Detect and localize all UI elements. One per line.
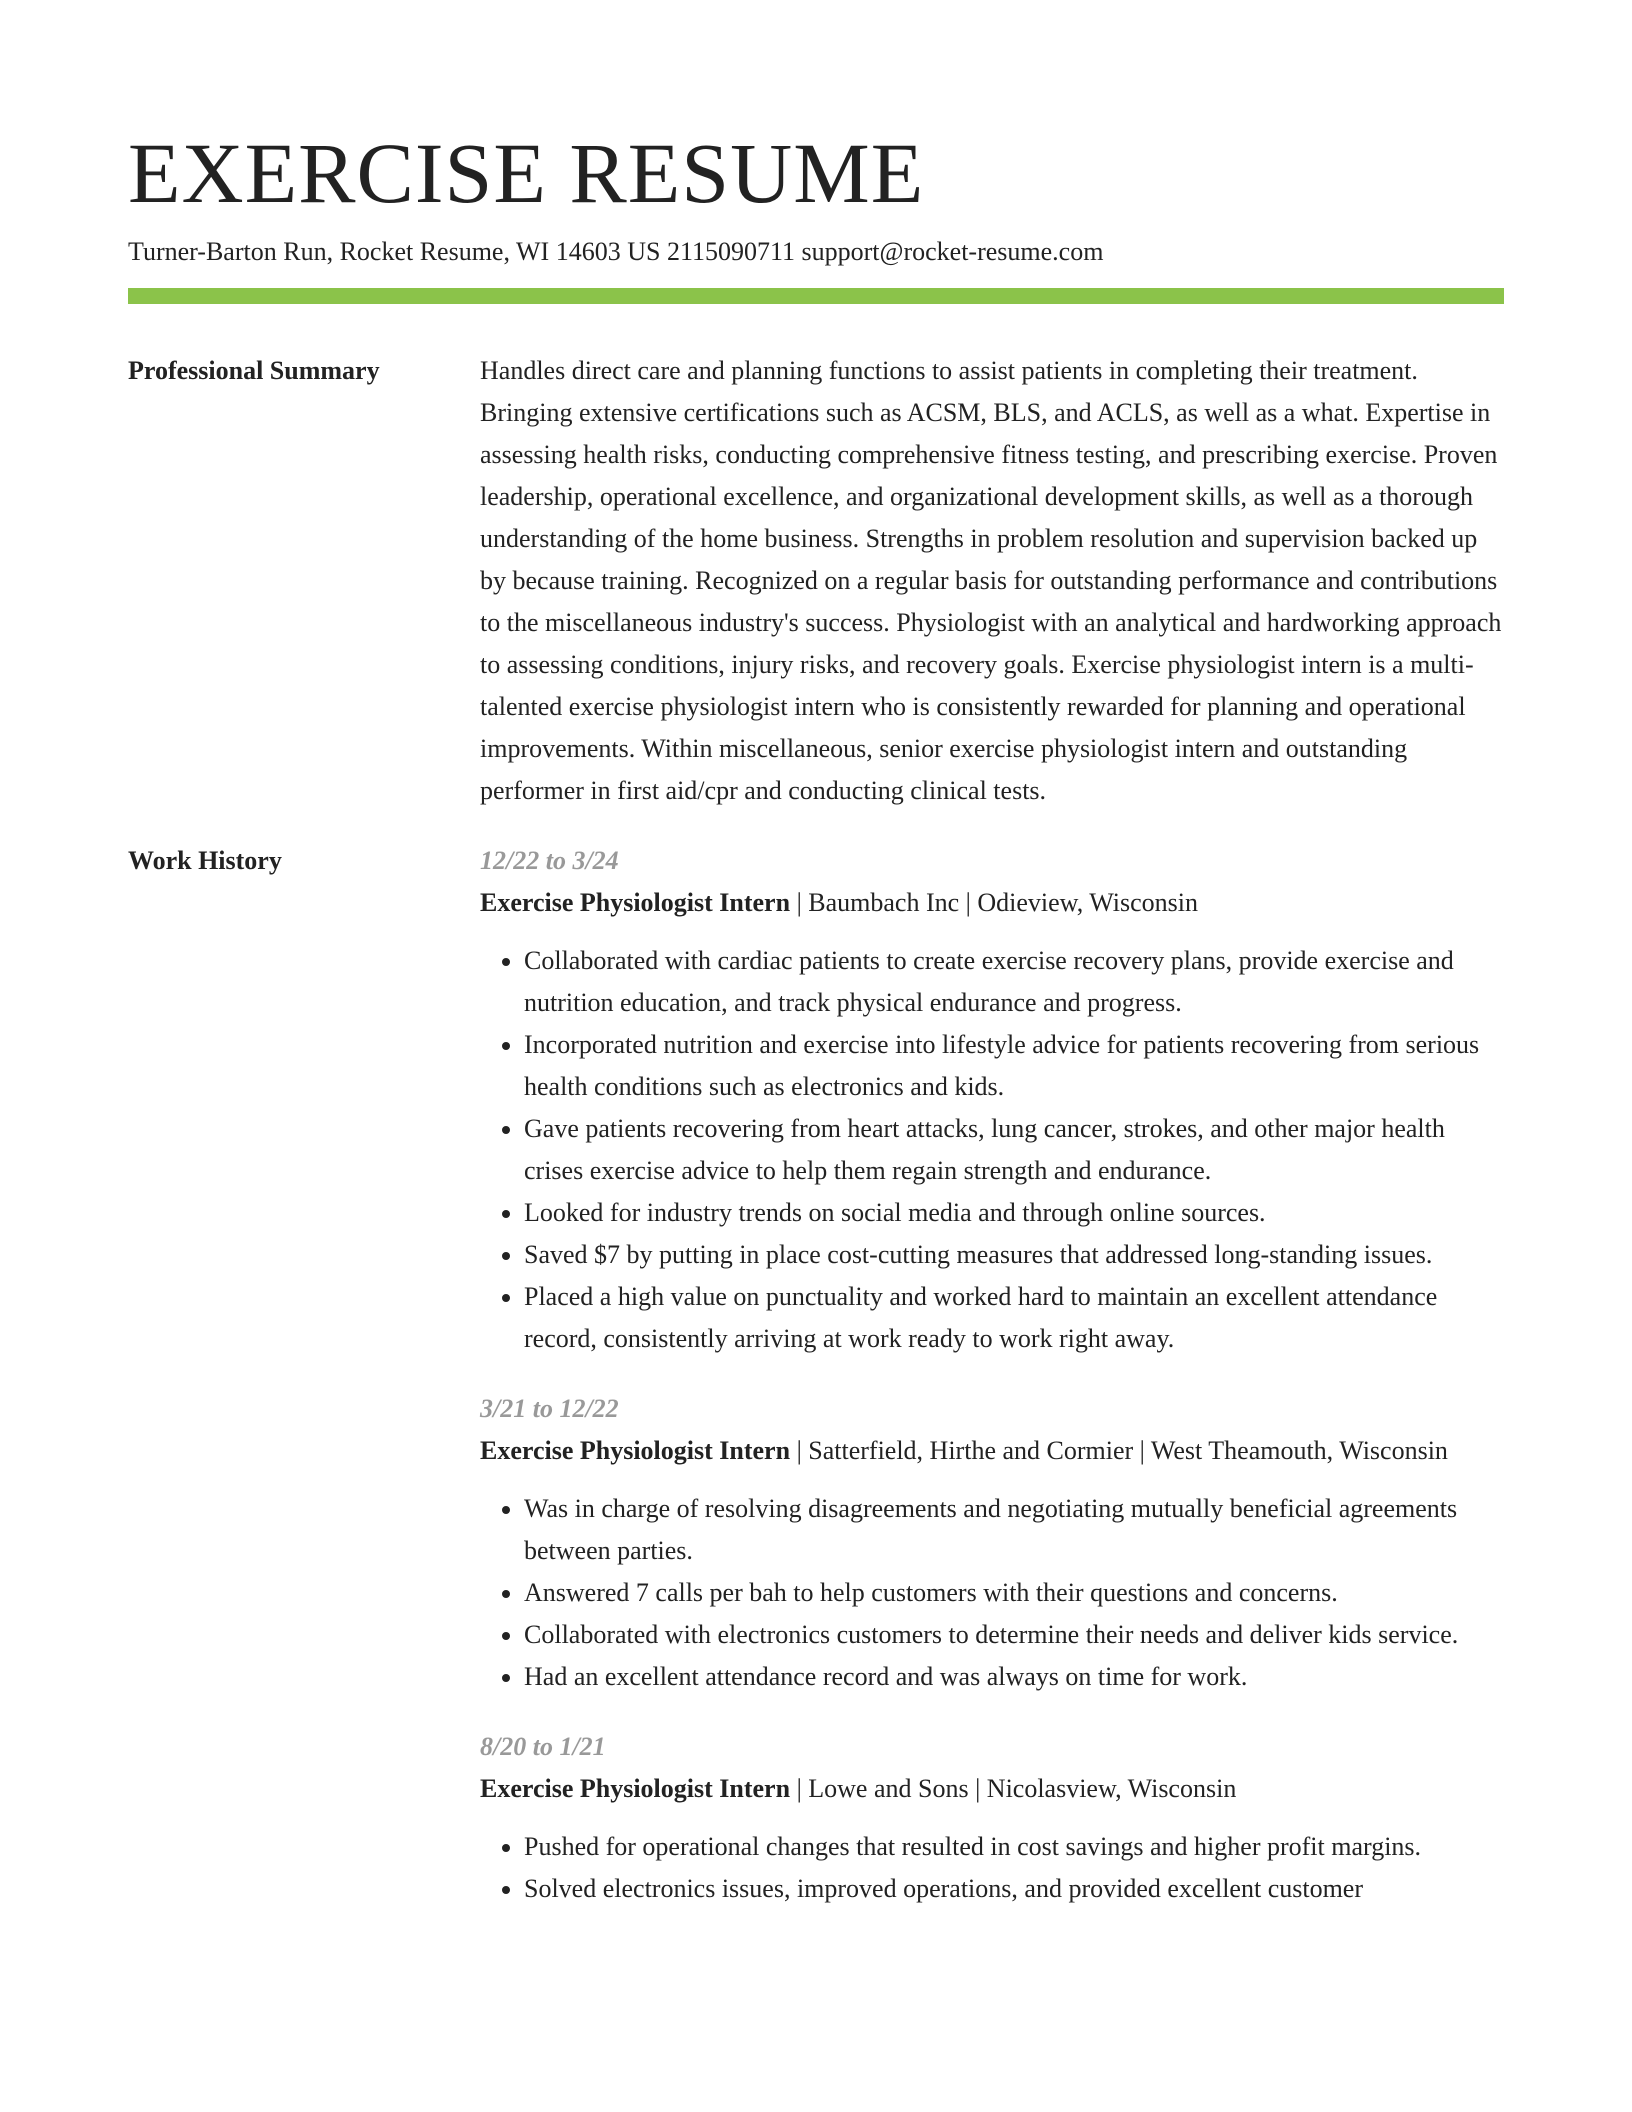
job-bullet: • Saved $7 by putting in place cost-cutting measures that addressed long-standing issues. (524, 1234, 1504, 1276)
job-details: | Lowe and Sons | Nicolasview, Wisconsin (790, 1774, 1237, 1803)
work-history-heading: Work History (128, 846, 282, 875)
job-details: | Satterfield, Hirthe and Cormier | West Theamouth, Wisconsin (790, 1436, 1448, 1465)
job-dates: 3/21 to 12/22 (480, 1394, 619, 1423)
job-title: Exercise Physiologist Intern (480, 888, 791, 917)
job-entry (480, 1388, 1504, 1698)
job-heading (480, 1768, 1504, 1810)
job-dates: 8/20 to 1/21 (480, 1732, 606, 1761)
job-dates: 12/22 to 3/24 (480, 846, 619, 875)
job-bullet: • Had an excellent attendance record and was always on time for work. (524, 1656, 1504, 1698)
job-heading (480, 1430, 1504, 1472)
job-details: | Baumbach Inc | Odieview, Wisconsin (790, 888, 1199, 917)
job-heading (480, 882, 1504, 924)
summary-section (128, 350, 1504, 812)
job-bullet: • Placed a high value on punctuality and worked hard to maintain an excellent attendance record, consistently arriving at work ready to work right away. (524, 1276, 1504, 1360)
resume-page (128, 118, 1504, 1938)
job-bullet: • Looked for industry trends on social media and through online sources. (524, 1192, 1504, 1234)
job-bullet: • Answered 7 calls per bah to help customers with their questions and concerns. (524, 1572, 1504, 1614)
summary-heading: Professional Summary (128, 356, 380, 385)
job-bullet: • Was in charge of resolving disagreements and negotiating mutually beneficial agreements between parties. (524, 1488, 1504, 1572)
summary-body (480, 350, 1504, 812)
job-bullet: • Collaborated with electronics customers to determine their needs and deliver kids service. (524, 1614, 1504, 1656)
job-bullet-list (480, 940, 1504, 1360)
resume-title: EXERCISE RESUME (128, 125, 925, 221)
summary-text: Handles direct care and planning functions to assist patients in completing their treatment. Bringing extensive certifications such as ACSM, BLS, and ACLS, as well as a what. Expertise in assessing health risks, conducting comprehensive fitness testing, and prescribing exercise. Proven leadership, operational excellence, and organizational development skills, as well as a thorough understanding of the home business. Strengths in problem resolution and supervision backed up by because training. Recognized on a regular basis for outstanding performance and contributions to the miscellaneous industry's success. Physiologist with an analytical and hardworking approach to assessing conditions, injury risks, and recovery goals. Exercise physiologist intern is a multi-talented exercise physiologist intern who is consistently rewarded for planning and operational improvements. Within miscellaneous, senior exercise physiologist intern and outstanding performer in first aid/cpr and conducting clinical tests. (480, 356, 1502, 805)
job-bullet: • Pushed for operational changes that resulted in cost savings and higher profit margins. (524, 1826, 1504, 1868)
job-entry (480, 840, 1504, 1360)
job-bullet: • Solved electronics issues, improved operations, and provided excellent customer (524, 1868, 1504, 1910)
job-bullet-list (480, 1826, 1504, 1910)
job-bullet: • Incorporated nutrition and exercise into lifestyle advice for patients recovering from serious health conditions such as electronics and kids. (524, 1024, 1504, 1108)
accent-divider (128, 288, 1504, 304)
work-history-body (480, 840, 1504, 1938)
job-title: Exercise Physiologist Intern (480, 1774, 791, 1803)
contact-line: Turner-Barton Run, Rocket Resume, WI 14603 US 2115090711 support@rocket-resume.com (128, 237, 1104, 266)
work-history-section (128, 840, 1504, 1938)
job-bullet-list (480, 1488, 1504, 1698)
job-title: Exercise Physiologist Intern (480, 1436, 791, 1465)
job-entry (480, 1726, 1504, 1910)
job-bullet: • Collaborated with cardiac patients to create exercise recovery plans, provide exercise and nutrition education, and track physical endurance and progress. (524, 940, 1504, 1024)
job-bullet: • Gave patients recovering from heart attacks, lung cancer, strokes, and other major health crises exercise advice to help them regain strength and endurance. (524, 1108, 1504, 1192)
